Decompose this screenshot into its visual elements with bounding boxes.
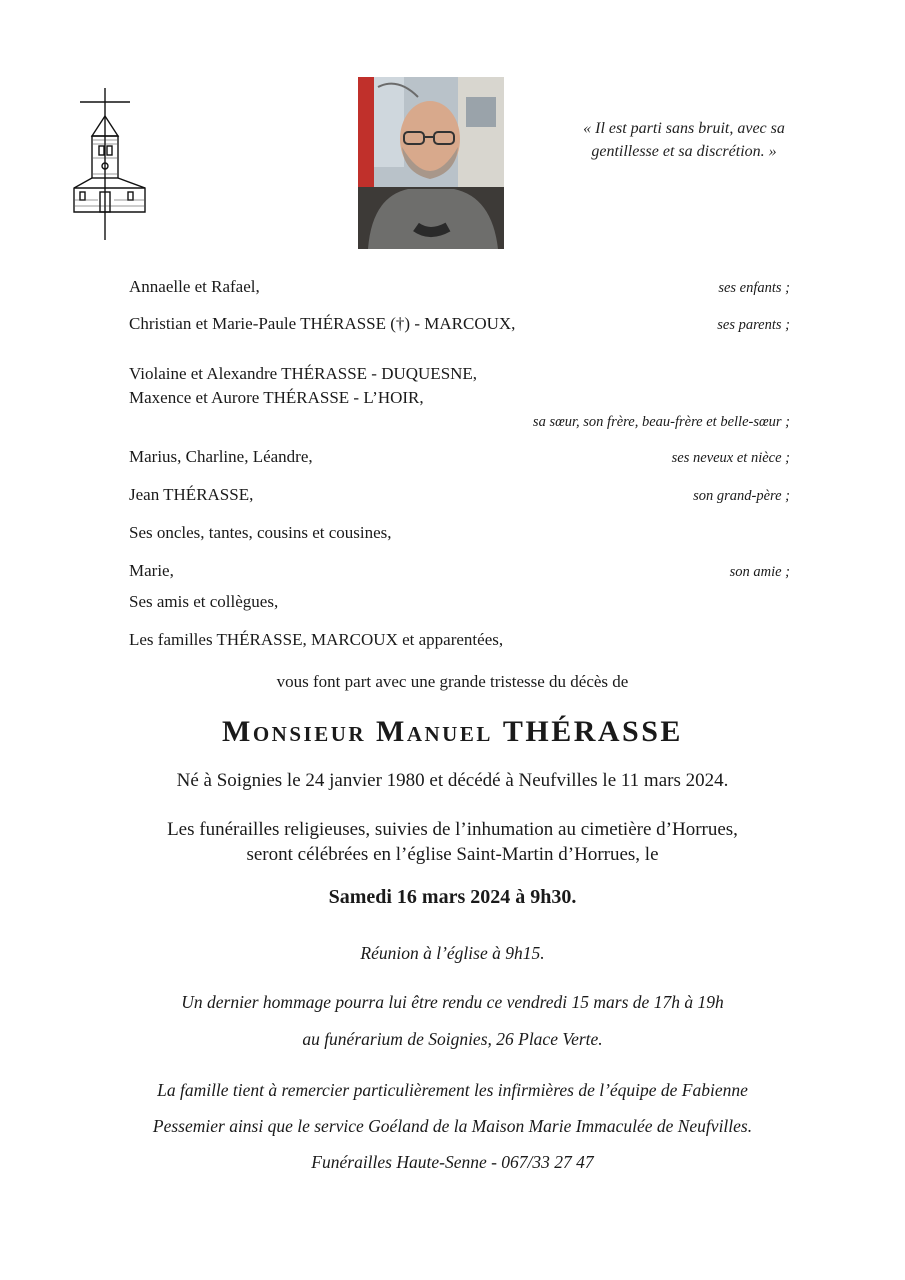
family-role: son amie ; xyxy=(729,564,790,580)
quote-line-1: « Il est parti sans bruit, avec sa xyxy=(583,120,785,137)
funeral-date: Samedi 16 mars 2024 à 9h30. xyxy=(328,886,577,908)
thanks-line-1: La famille tient à remercier particulièrement les infirmières de l’équipe de Fabienne xyxy=(157,1080,748,1100)
family-row-children xyxy=(129,277,790,299)
birth-death-dates: Né à Soignies le 24 janvier 1980 et décédé à Neufvilles le 11 mars 2024. xyxy=(176,770,729,791)
family-name-brother: Maxence et Aurore THÉRASSE - L’HOIR, xyxy=(129,388,424,407)
tribute-line-2: au funérarium de Soignies, 26 Place Verte. xyxy=(302,1029,603,1049)
family-name-families: Les familles THÉRASSE, MARCOUX et apparentées, xyxy=(129,630,504,649)
epitaph-quote xyxy=(548,117,820,163)
tribute-line-1: Un dernier hommage pourra lui être rendu ce vendredi 15 mars de 17h à 19h xyxy=(181,992,724,1012)
family-name-friends: Ses amis et collègues, xyxy=(129,592,279,611)
deceased-surname: THÉRASSE xyxy=(502,715,683,748)
family-row-nephews xyxy=(129,447,790,469)
family-name: Jean THÉRASSE, xyxy=(129,485,254,504)
family-name-relatives: Ses oncles, tantes, cousins et cousines, xyxy=(129,523,392,542)
family-row-friend xyxy=(129,561,790,583)
quote-line-2: gentillesse et sa discrétion. » xyxy=(591,143,777,160)
funeral-line-1: Les funérailles religieuses, suivies de l’inhumation au cimetière d’Horrues, xyxy=(167,819,738,840)
church-meeting: Réunion à l’église à 9h15. xyxy=(360,943,545,963)
undertaker-contact: Funérailles Haute-Senne - 067/33 27 47 xyxy=(311,1152,594,1172)
family-name: Christian et Marie-Paule THÉRASSE (†) - MARCOUX, xyxy=(129,314,516,333)
announcement-intro: vous font part avec une grande tristesse du décès de xyxy=(276,672,629,691)
family-name: Annaelle et Rafael, xyxy=(129,277,260,296)
church-icon xyxy=(70,88,150,243)
family-role: son grand-père ; xyxy=(693,488,790,504)
family-name: Marie, xyxy=(129,561,174,580)
family-row-parents xyxy=(129,314,790,336)
thanks-line-2: Pessemier ainsi que le service Goéland de la Maison Marie Immaculée de Neufvilles. xyxy=(152,1116,753,1136)
funeral-line-2: seront célébrées en l’église Saint-Martin d’Horrues, le xyxy=(246,844,659,865)
family-name: Marius, Charline, Léandre, xyxy=(129,447,313,466)
family-role: ses enfants ; xyxy=(718,280,790,296)
family-role: ses parents ; xyxy=(717,317,790,333)
family-role: ses neveux et nièce ; xyxy=(671,450,790,466)
deceased-name-prefix: Monsieur Manuel xyxy=(222,715,503,748)
family-name-sister: Violaine et Alexandre THÉRASSE - DUQUESNE, xyxy=(129,364,478,383)
family-role-siblings: sa sœur, son frère, beau-frère et belle-sœur ; xyxy=(532,414,790,430)
portrait-photo xyxy=(358,77,504,249)
deceased-name xyxy=(0,715,905,749)
family-row-grandfather xyxy=(129,485,790,507)
